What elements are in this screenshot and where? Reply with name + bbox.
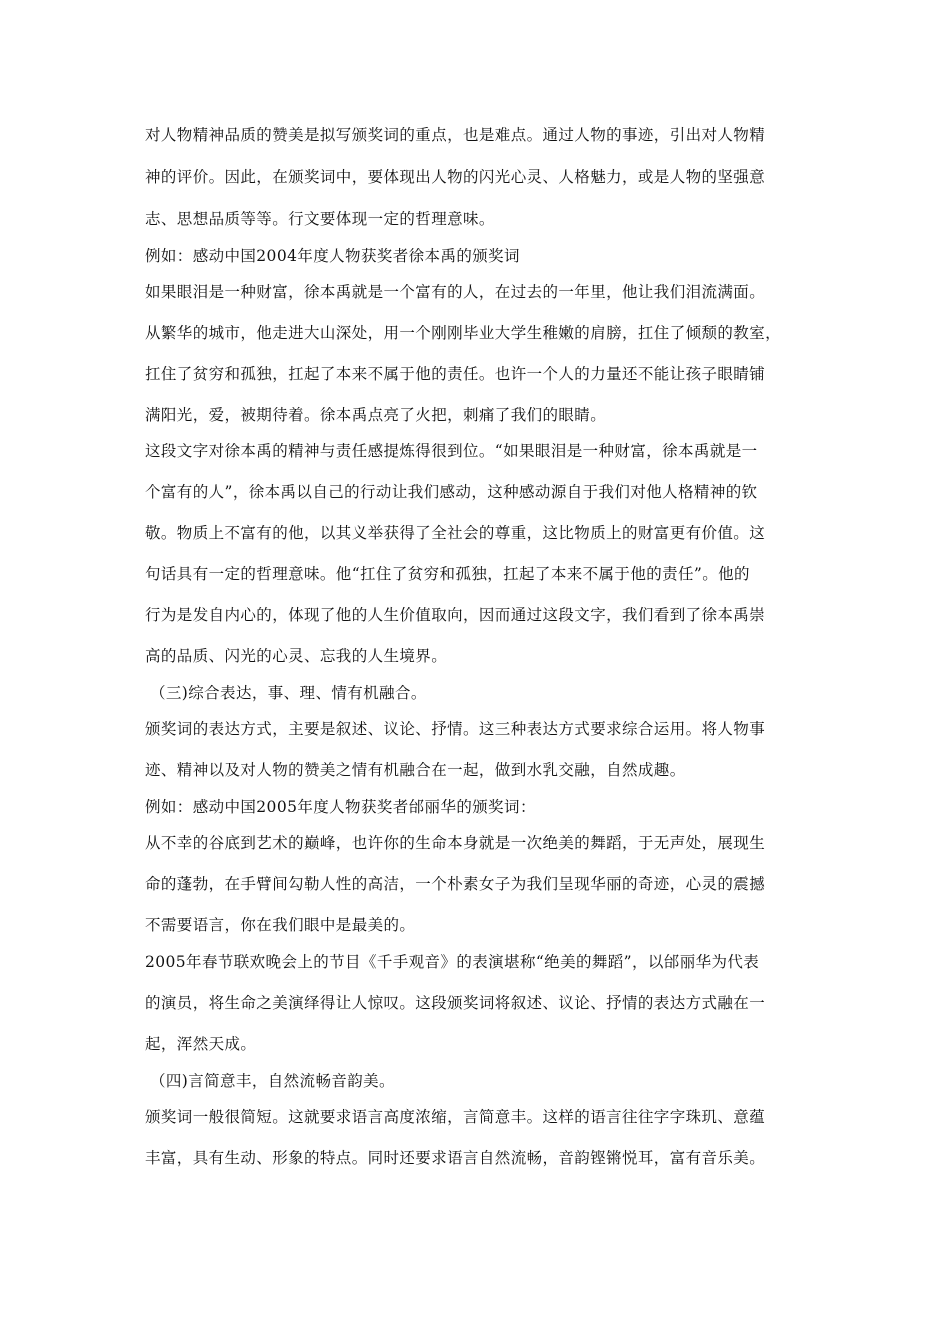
quote-line: 不需要语言，你在我们眼中是最美的。: [145, 916, 416, 934]
paragraph-line: 颁奖词一般很简短。这就要求语言高度浓缩，言简意丰。这样的语言往往字字珠玑、意蕴: [145, 1108, 766, 1126]
example-heading: 例如：感动中国2005年度人物获奖者邰丽华的颁奖词：: [145, 798, 536, 816]
quote-line: 命的蓬勃，在手臂间勾勒人性的高洁，一个朴素女子为我们呈现华丽的奇迹，心灵的震撼: [145, 875, 766, 893]
paragraph-line: 神的评价。因此，在颁奖词中，要体现出人物的闪光心灵、人格魅力，或是人物的坚强意: [145, 168, 766, 186]
analysis-line: 的演员，将生命之美演绎得让人惊叹。这段颁奖词将叙述、议论、抒情的表达方式融在一: [145, 994, 766, 1012]
analysis-line: 高的品质、闪光的心灵、忘我的人生境界。: [145, 647, 448, 665]
quote-line: 如果眼泪是一种财富，徐本禹就是一个富有的人，在过去的一年里，他让我们泪流满面。: [145, 283, 766, 301]
analysis-line: 行为是发自内心的，体现了他的人生价值取向，因而通过这段文字，我们看到了徐本禹崇: [145, 606, 766, 624]
paragraph-line: 志、思想品质等等。行文要体现一定的哲理意味。: [145, 210, 495, 228]
quote-line: 扛住了贫穷和孤独，扛起了本来不属于他的责任。也许一个人的力量还不能让孩子眼睛铺: [145, 365, 766, 383]
example-heading: 例如：感动中国2004年度人物获奖者徐本禹的颁奖词: [145, 247, 520, 265]
quote-line: 从不幸的谷底到艺术的巅峰，也许你的生命本身就是一次绝美的舞蹈，于无声处，展现生: [145, 834, 766, 852]
section-heading: （四)言简意丰，自然流畅音韵美。: [150, 1072, 395, 1090]
paragraph-line: 迹、精神以及对人物的赞美之情有机融合在一起，做到水乳交融，自然成趣。: [145, 761, 686, 779]
quote-line: 满阳光，爱，被期待着。徐本禹点亮了火把，刺痛了我们的眼睛。: [145, 406, 607, 424]
analysis-line: 个富有的人”，徐本禹以自己的行动让我们感动，这种感动源自于我们对他人格精神的钦: [145, 483, 758, 501]
analysis-line: 起，浑然天成。: [145, 1035, 257, 1053]
analysis-line: 这段文字对徐本禹的精神与责任感提炼得很到位。“如果眼泪是一种财富，徐本禹就是一: [145, 442, 758, 460]
analysis-line: 2005年春节联欢晚会上的节目《千手观音》的表演堪称“绝美的舞蹈”，以邰丽华为代表: [145, 953, 760, 971]
quote-line: 从繁华的城市，他走进大山深处，用一个刚刚毕业大学生稚嫩的肩膀，扛住了倾颓的教室，: [145, 324, 782, 342]
paragraph-line: 丰富，具有生动、形象的特点。同时还要求语言自然流畅，音韵铿锵悦耳，富有音乐美。: [145, 1149, 766, 1167]
analysis-line: 敬。物质上不富有的他，以其义举获得了全社会的尊重，这比物质上的财富更有价值。这: [145, 524, 766, 542]
analysis-line: 句话具有一定的哲理意味。他“扛住了贫穷和孤独，扛起了本来不属于他的责任”。他的: [145, 565, 750, 583]
section-heading: （三)综合表达，事、理、情有机融合。: [150, 684, 427, 702]
paragraph-line: 颁奖词的表达方式，主要是叙述、议论、抒情。这三种表达方式要求综合运用。将人物事: [145, 720, 766, 738]
paragraph-line: 对人物精神品质的赞美是拟写颁奖词的重点，也是难点。通过人物的事迹，引出对人物精: [145, 126, 766, 144]
